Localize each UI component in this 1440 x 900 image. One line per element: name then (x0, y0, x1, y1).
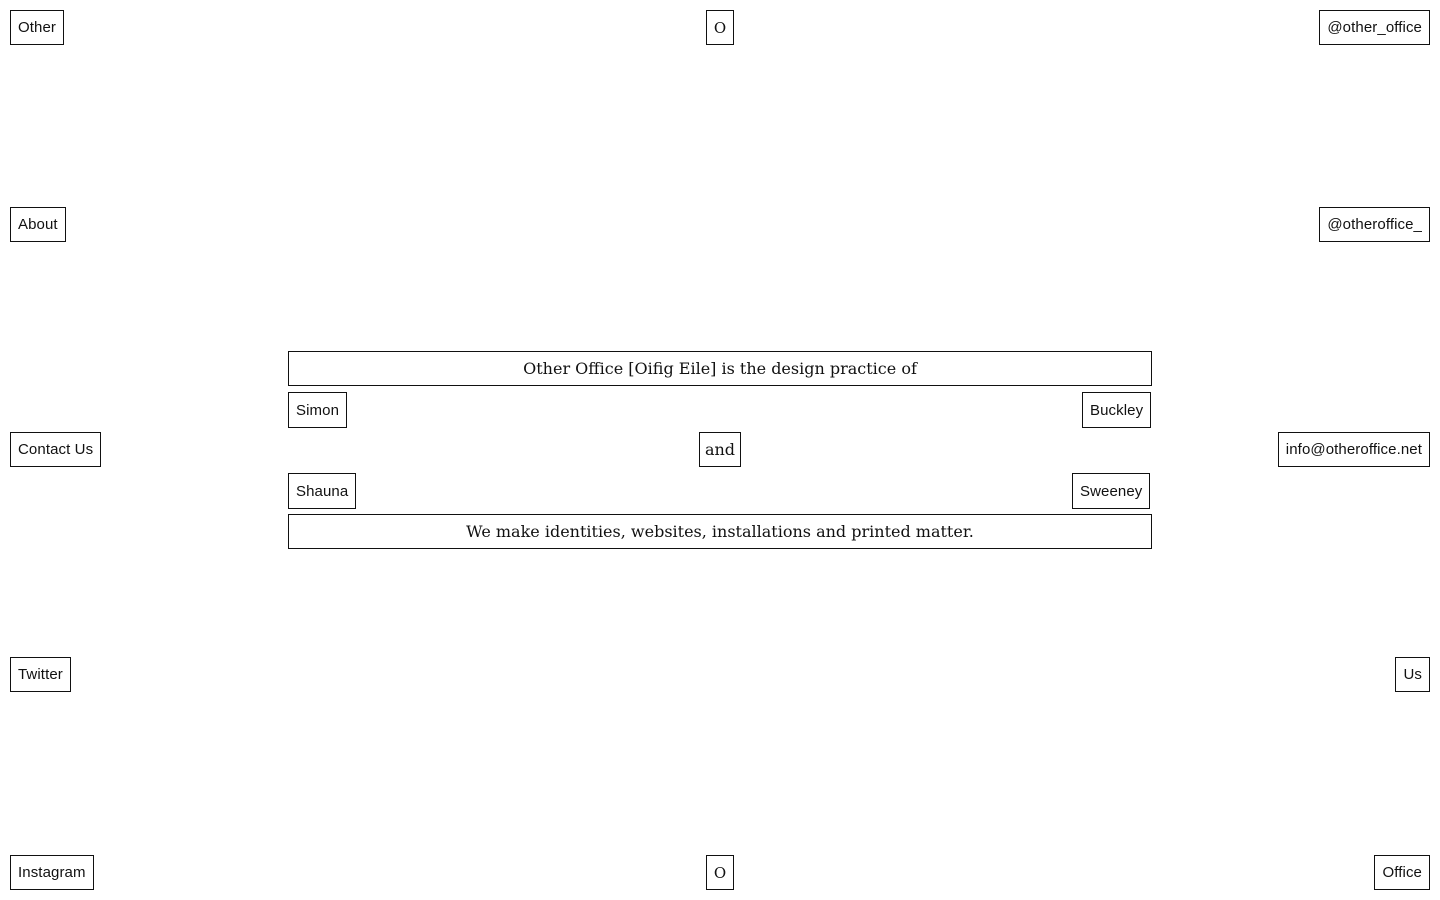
contact-us-link[interactable]: Contact Us (10, 432, 101, 467)
us-link[interactable]: Us (1395, 657, 1430, 692)
email-link[interactable]: info@otheroffice.net (1278, 432, 1430, 467)
twitter-handle-link[interactable]: @otheroffice_ (1319, 207, 1430, 242)
services-statement: We make identities, websites, installations and printed matter. (288, 514, 1152, 549)
home-link-other[interactable]: Other (10, 10, 64, 45)
person-one-last-name[interactable]: Buckley (1082, 392, 1151, 428)
about-link[interactable]: About (10, 207, 66, 242)
instagram-link[interactable]: Instagram (10, 855, 94, 890)
intro-text: Other Office [Oifig Eile] is the design practice of (288, 351, 1152, 386)
person-two-last-name[interactable]: Sweeney (1072, 473, 1150, 509)
person-one-first-name[interactable]: Simon (288, 392, 347, 428)
person-two-first-name[interactable]: Shauna (288, 473, 356, 509)
instagram-handle-link[interactable]: @other_office (1319, 10, 1430, 45)
office-link[interactable]: Office (1374, 855, 1430, 890)
twitter-link[interactable]: Twitter (10, 657, 71, 692)
conjunction-text: and (699, 432, 741, 467)
logo-o-bottom: O (706, 855, 734, 890)
logo-o-top: O (706, 10, 734, 45)
